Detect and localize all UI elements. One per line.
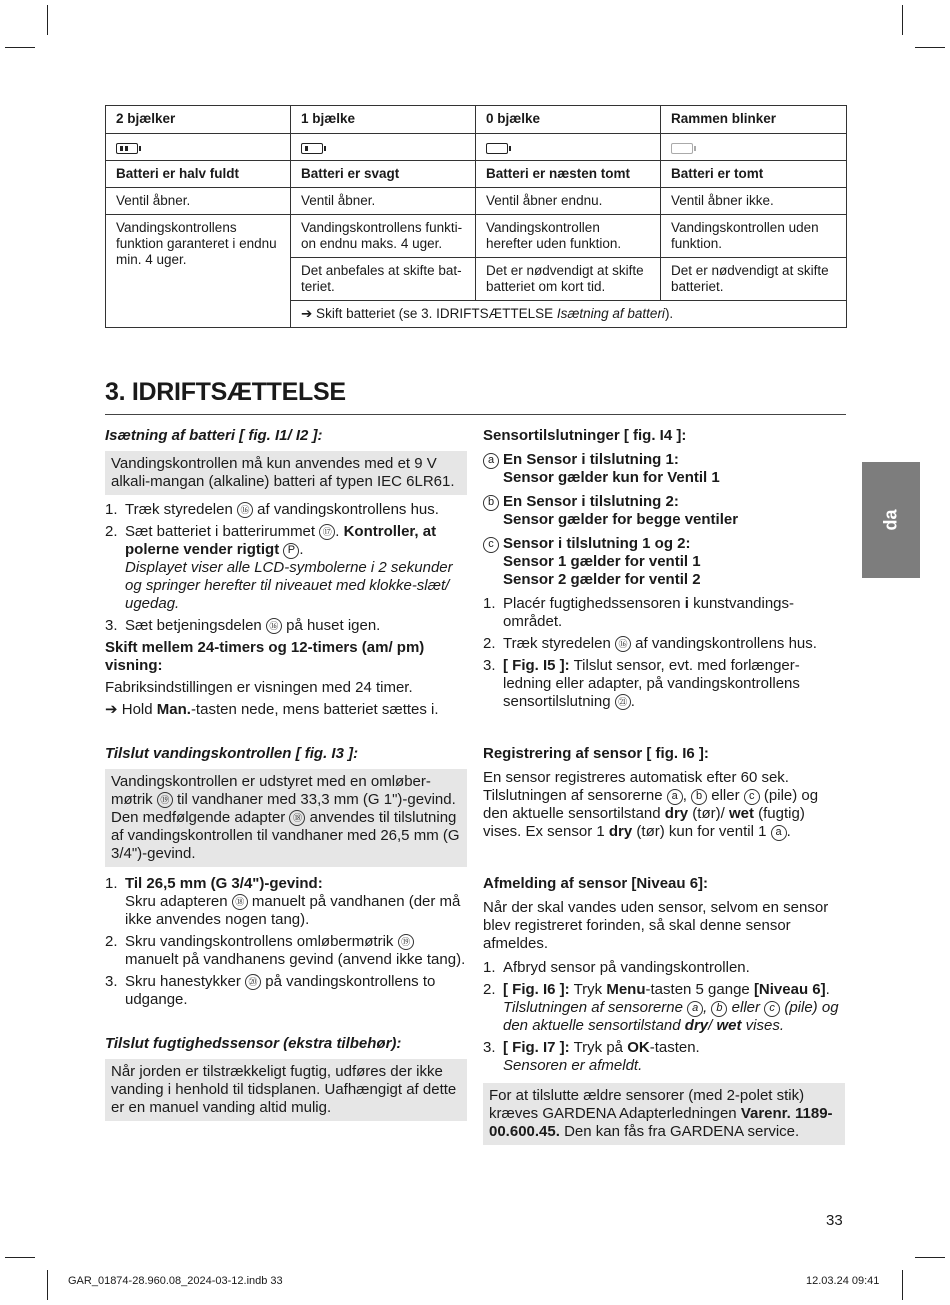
list-item: 1. Træk styredelen ⑯ af vandingskontrollens hus. — [105, 501, 439, 518]
list-item: 1. Afbryd sensor på vandingskontrollen. — [483, 959, 750, 976]
time-format-action: ➔ Hold Man.-tasten nede, mens batteriet sættes i. — [105, 701, 439, 718]
ref-19-icon: ⑲ — [398, 934, 414, 950]
connect-heading: Tilslut vandingskontrollen [ fig. I3 ]: — [105, 745, 359, 762]
crop-mark — [902, 1270, 903, 1300]
table-row — [106, 161, 847, 188]
time-format-default: Fabriksindstillingen er visningen med 24 timer. — [105, 679, 413, 696]
status-cell: Batteri er halv fuldt — [106, 161, 291, 188]
status-cell: Batteri er næsten tomt — [476, 161, 661, 188]
ref-17-icon: ⑰ — [319, 524, 335, 540]
sensor-option-c: c Sensor i tilslutning 1 og 2: Sensor 1 gælder for ventil 1 Sensor 2 gælder for ventil 2 — [483, 535, 845, 589]
advice-cell: Det er nødvendigt at skifte batteriet om kort tid. — [476, 258, 661, 301]
crop-mark — [915, 1257, 945, 1258]
list-item: 3. Skru hanestykker ⑳ på vandingskontrollens to udgange. — [105, 973, 436, 1008]
list-item: 2. Træk styredelen ⑯ af vandingskontrollens hus. — [483, 635, 817, 652]
function-cell: Vandingskontrollen uden funktion. — [661, 215, 847, 258]
crop-mark — [5, 1257, 35, 1258]
battery-insert-heading: Isætning af batteri [ fig. I1/ I2 ]: — [105, 427, 323, 444]
ref-c-icon: c — [483, 537, 499, 553]
sensor-option-b: b En Sensor i tilslutning 2: Sensor gælder for begge ventiler — [483, 493, 845, 529]
sensor-steps — [483, 595, 845, 711]
function-cell: Vandingskontrollens funkti-on endnu maks. 4 uger. — [291, 215, 476, 258]
list-item: 2. Skru vandingskontrollens omløbermøtrik ⑲ manuelt på vandhanens gevind (anvend ikke tang). — [105, 933, 466, 968]
list-item: 2. [ Fig. I6 ]: Tryk Menu-tasten 5 gange [Niveau 6]. Tilslutningen af sensorerne a , b eller c (pile) og den aktuelle sensortilstand dry/ wet vises. — [483, 981, 839, 1034]
list-item: 2. Sæt batteriet i batterirummet ⑰ . Kontroller, at polerne vender rigtigt P . Displayet viser alle LCD-symbolerne i 2 sekunder og springer herefter til niveauet med klokke-slæt/ ugedag. — [105, 523, 453, 612]
table-row — [106, 106, 847, 134]
status-cell: Batteri er svagt — [291, 161, 476, 188]
footer-file-info: GAR_01874-28.960.08_2024-03-12.indb 33 — [68, 1275, 283, 1287]
header-cell: Rammen blinker — [661, 106, 847, 134]
sensor-connections-heading: Sensortilslutninger [ fig. I4 ]: — [483, 427, 687, 444]
right-column — [483, 425, 845, 1145]
sensor-registration-text: En sensor registreres automatisk efter 60 sek. Tilslutningen af sensorerne a , b eller c (pile) og den aktuelle sensortilstand dry (tør)/ wet (fugtig) vises. Ex sensor 1 dry (tør) kun for ventil 1 a . — [483, 769, 819, 840]
action-cell: ➔ Skift batteriet (se 3. IDRIFTSÆTTELSE Isætning af batteri). — [291, 301, 847, 328]
section-divider — [105, 414, 846, 415]
battery-note-box: Vandingskontrollen må kun anvendes med et 9 V alkali-mangan (alkaline) batteri af typen IEC 6LR61. — [105, 451, 467, 495]
table-row — [106, 134, 847, 161]
section-title: 3. IDRIFTSÆTTELSE — [105, 378, 346, 406]
ref-20-icon: ⑳ — [245, 974, 261, 990]
advice-cell: Det er nødvendigt at skifte batteriet. — [661, 258, 847, 301]
battery-steps — [105, 501, 467, 635]
crop-mark — [47, 5, 48, 35]
header-cell: 1 bjælke — [291, 106, 476, 134]
battery-two-bars-icon — [116, 143, 138, 154]
header-cell: 0 bjælke — [476, 106, 661, 134]
crop-mark — [915, 47, 945, 48]
sensor-registration-heading: Registrering af sensor [ fig. I6 ]: — [483, 745, 709, 762]
function-cell: Vandingskontrollen herefter uden funktion. — [476, 215, 661, 258]
sensor-deregistration-text: Når der skal vandes uden sensor, selvom en sensor blev registreret forinden, så skal denne sensor afmeldes. — [483, 899, 829, 952]
battery-empty-icon — [486, 143, 508, 154]
valve-cell: Ventil åbner ikke. — [661, 188, 847, 215]
list-item: 3. Sæt betjeningsdelen ⑯ på huset igen. — [105, 617, 381, 634]
crop-mark — [902, 5, 903, 35]
sensor-deregistration-heading: Afmelding af sensor [Niveau 6]: — [483, 875, 709, 892]
table-row — [106, 188, 847, 215]
ref-16-icon: ⑯ — [237, 502, 253, 518]
list-item: 1. Placér fugtighedssensoren i kunstvandings-området. — [483, 595, 795, 630]
ref-21-icon: ㉑ — [615, 694, 631, 710]
left-column — [105, 425, 467, 1121]
valve-cell: Ventil åbner. — [106, 188, 291, 215]
connect-note-box: Vandingskontrollen er udstyret med en omløber-møtrik ⑲ til vandhaner med 33,3 mm (G 1")-gevind. Den medfølgende adapter ⑱ anvendes til tilslutning af vandingskontrollen til vandhaner med 26,5 mm (G 3/4")-gevind. — [105, 769, 467, 867]
sensor-option-a: a En Sensor i tilslutning 1: Sensor gælder kun for Ventil 1 — [483, 451, 845, 487]
polarity-p-icon: P — [283, 543, 299, 559]
table-row — [106, 215, 847, 258]
ref-16-icon: ⑯ — [266, 618, 282, 634]
footer-timestamp: 12.03.24 09:41 — [806, 1275, 880, 1287]
header-cell: 2 bjælker — [106, 106, 291, 134]
adapter-note-box: For at tilslutte ældre sensorer (med 2-polet stik) kræves GARDENA Adapterledningen Varenr. 1189-00.600.45. Den kan fås fra GARDENA service. — [483, 1083, 845, 1145]
ref-16-icon: ⑯ — [615, 636, 631, 652]
battery-one-bar-icon — [301, 143, 323, 154]
time-format-heading: Skift mellem 24-timers og 12-timers (am/ pm) visning: — [105, 639, 425, 674]
valve-cell: Ventil åbner. — [291, 188, 476, 215]
battery-frame-blinking-icon — [671, 143, 693, 154]
list-item: 1. Til 26,5 mm (G 3/4")-gevind: Skru adapteren ⑱ manuelt på vandhanen (der må ikke anvendes nogen tang). — [105, 875, 461, 928]
ref-a-icon: a — [483, 453, 499, 469]
status-cell: Batteri er tomt — [661, 161, 847, 188]
list-item: 3. [ Fig. I7 ]: Tryk på OK-tasten. Sensoren er afmeldt. — [483, 1039, 700, 1074]
crop-mark — [5, 47, 35, 48]
deregistration-steps — [483, 959, 845, 1075]
language-tab: da — [862, 462, 920, 578]
crop-mark — [47, 1270, 48, 1300]
ref-18-icon: ⑱ — [289, 810, 305, 826]
advice-cell: Det anbefales at skifte bat-teriet. — [291, 258, 476, 301]
ref-18-icon: ⑱ — [232, 894, 248, 910]
battery-status-table — [105, 105, 847, 328]
ref-19-icon: ⑲ — [157, 792, 173, 808]
list-item: 3. [ Fig. I5 ]: Tilslut sensor, evt. med forlænger-ledning eller adapter, på vandingskontrollens sensortilslutning ㉑ . — [483, 657, 800, 710]
function-cell: Vandingskontrollens funktion garanteret i endnu min. 4 uger. — [106, 215, 291, 328]
connect-steps — [105, 875, 467, 1009]
moisture-sensor-heading: Tilslut fugtighedssensor (ekstra tilbehør): — [105, 1035, 402, 1052]
ref-b-icon: b — [483, 495, 499, 511]
page-number: 33 — [826, 1212, 843, 1229]
moisture-note-box: Når jorden er tilstrækkeligt fugtig, udføres der ikke vanding i henhold til tidsplanen. Uafhængigt af dette er en manuel vanding altid mulig. — [105, 1059, 467, 1121]
valve-cell: Ventil åbner endnu. — [476, 188, 661, 215]
